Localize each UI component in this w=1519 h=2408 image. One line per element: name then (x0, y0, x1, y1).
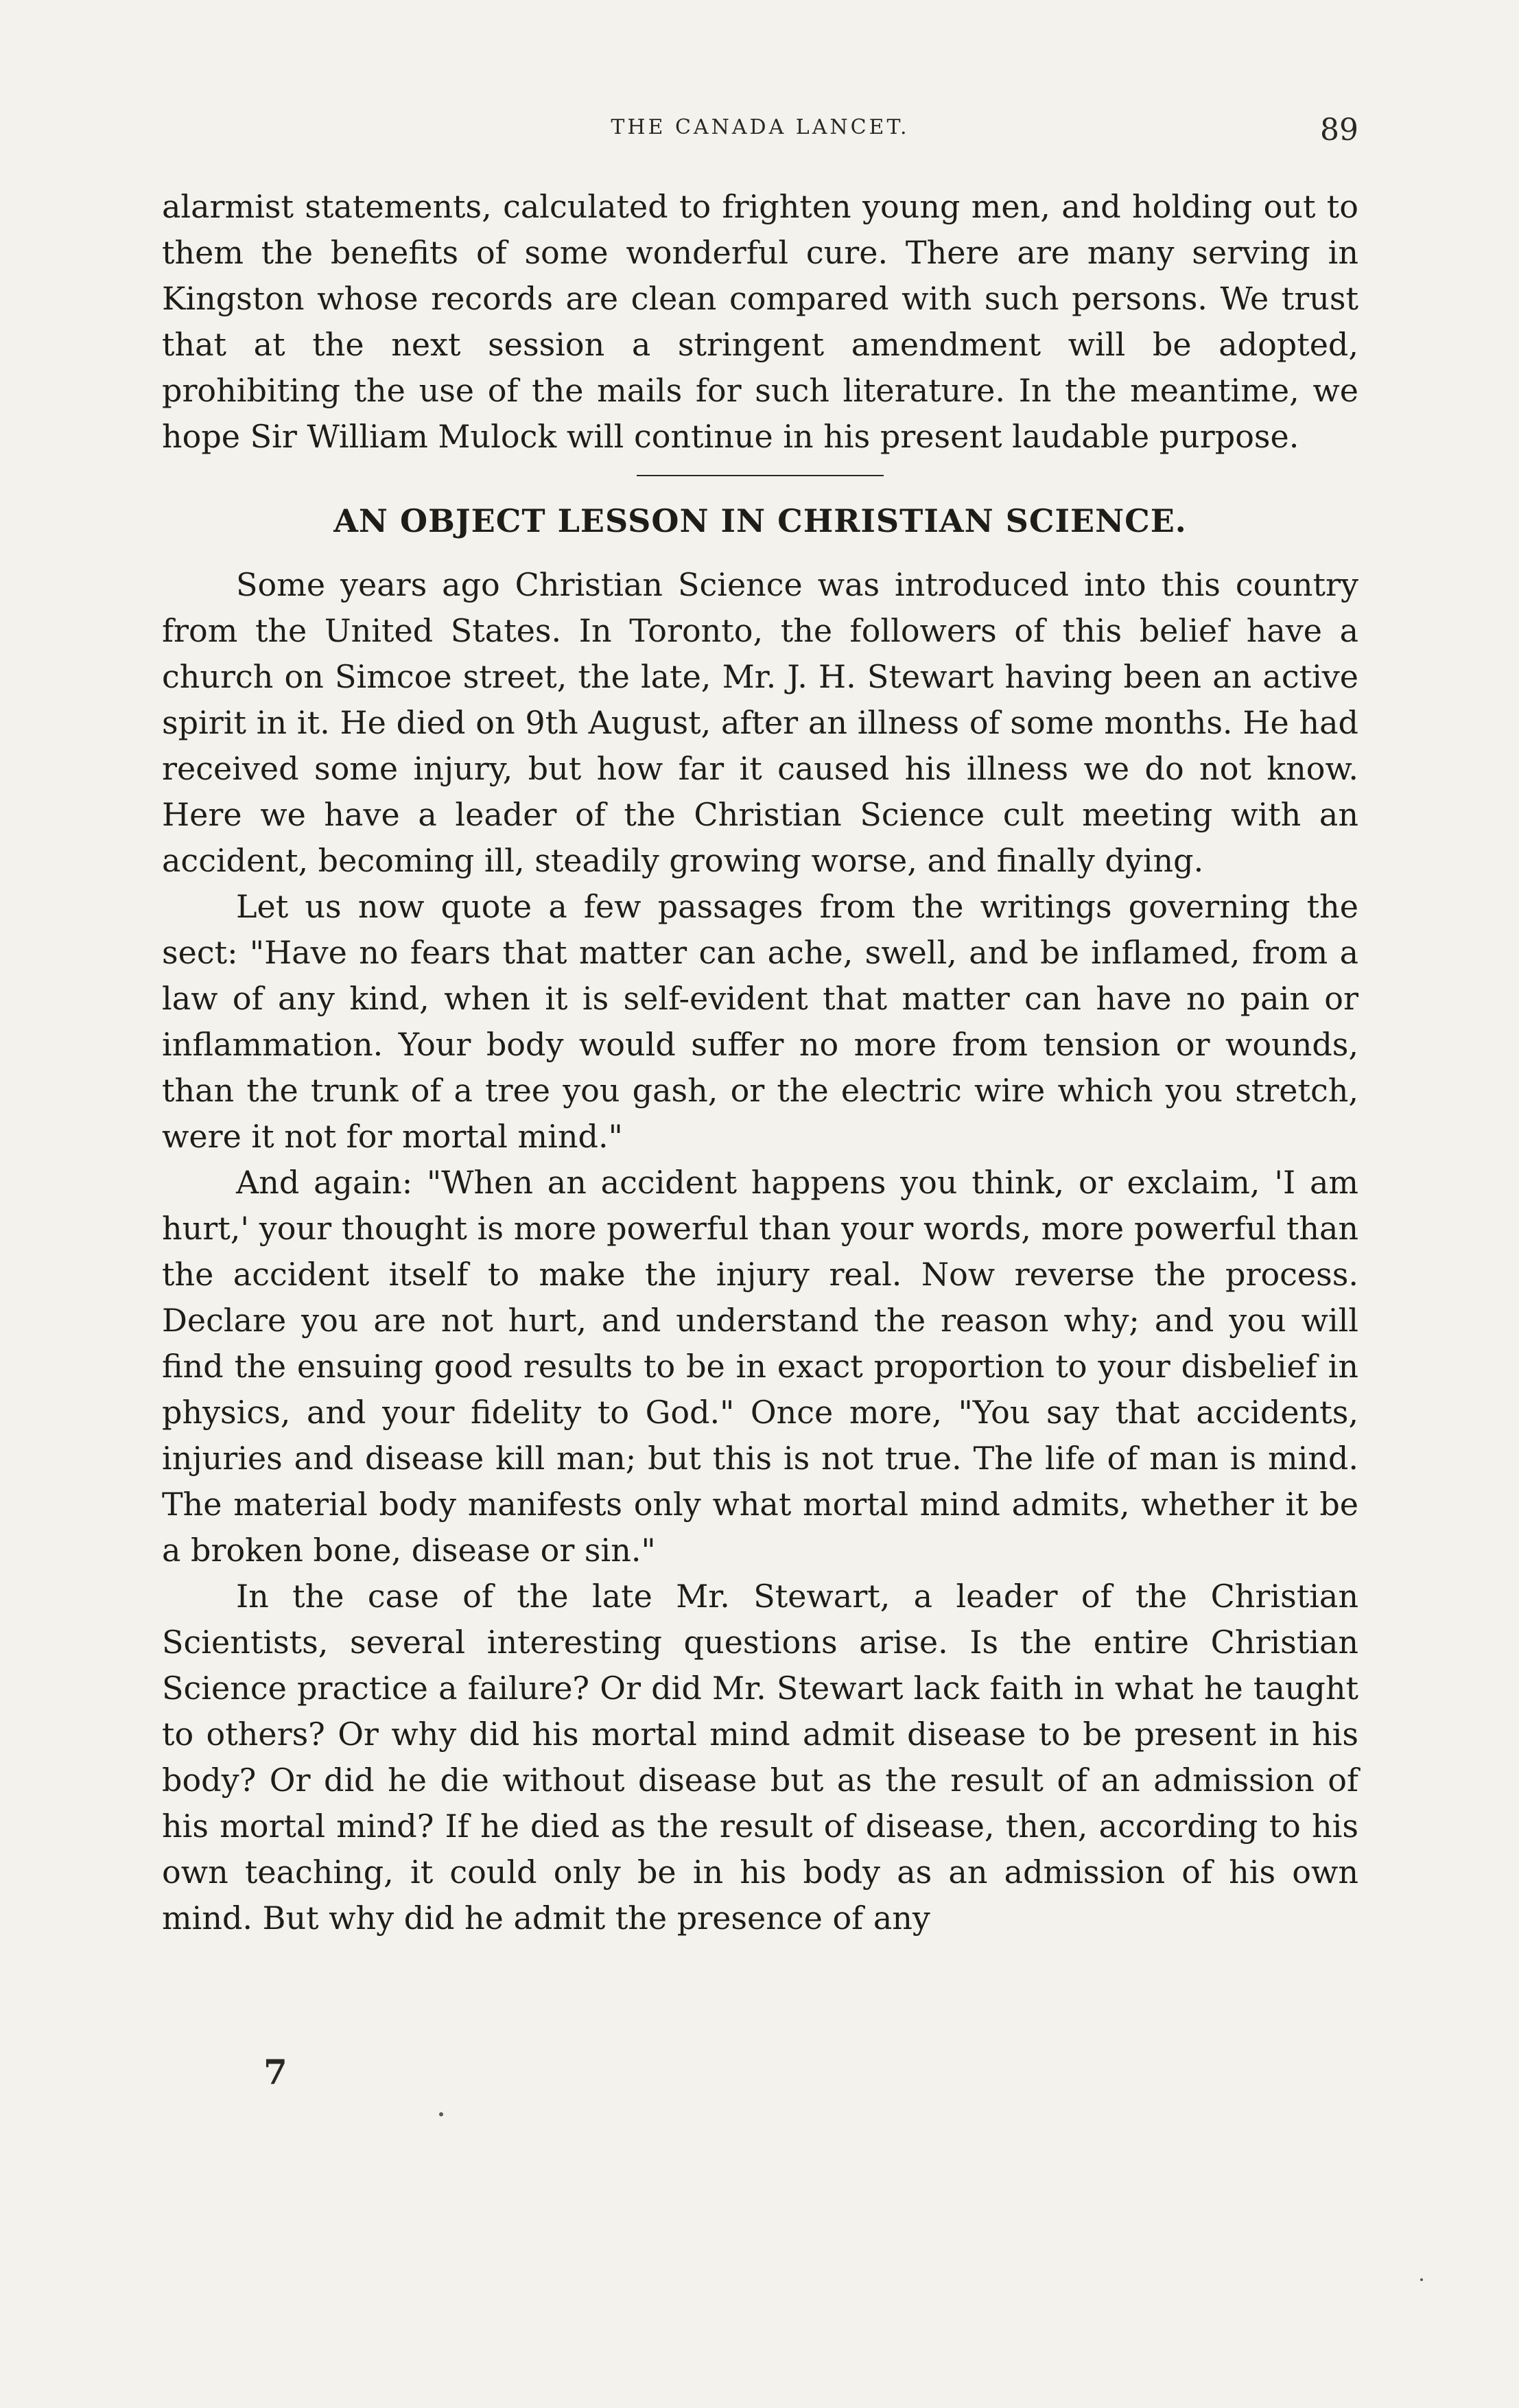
page-number: 89 (1320, 113, 1358, 148)
paragraph-3: And again: "When an accident happens you think, or exclaim, 'I am hurt,' your thought is more powerful than your words, more powerful than the accident itself to make the injury real. Now reverse the process. Declare you are not hurt, and understand the reason why; and you will find the ensuing good results to be in exact proportion to your disbelief in physics, and your fidelity to God." Once more, "You say that accidents, injuries and disease kill man; but this is not true. The life of man is mind. The material body manifests only what mortal mind admits, whether it be a broken bone, disease or sin." (162, 1164, 1358, 1569)
print-speck (439, 2112, 443, 2116)
section-divider (637, 475, 884, 476)
paragraph-2: Let us now quote a few passages from the writings governing the sect: "Have no fears that matter can ache, swell, and be inflamed, from a law of any kind, when it is self-evident that matter can have no pain or inflammation. Your body would suffer no more from tension or wounds, than the trunk of a tree you gash, or the electric wire which you stretch, were it not for mortal mind." (162, 888, 1358, 1155)
print-speck (1420, 2278, 1423, 2281)
signature-mark: 7 (263, 2052, 287, 2092)
paragraph-4: In the case of the late Mr. Stewart, a leader of the Christian Scientists, several interesting questions arise. Is the entire Christian Science practice a failure? Or did Mr. Stewart lack faith in what he taught to others? Or why did his mortal mind admit disease to be present in his body? Or did he die without disease but as the result of an admission of his mortal mind? If he died as the result of disease, then, according to his own teaching, it could only be in his body as an admission of his own mind. But why did he admit the presence of any (162, 1578, 1358, 1937)
intro-paragraph: alarmist statements, calculated to frighten young men, and holding out to them the benefits of some wonderful cure. There are many serving in Kingston whose records are clean compared with such persons. We trust that at the next session a stringent amendment will be adopted, prohibiting the use of the mails for such literature. In the meantime, we hope Sir William Mulock will continue in his present laudable purpose. (162, 188, 1358, 455)
page-header (162, 115, 1358, 156)
article-heading: AN OBJECT LESSON IN CHRISTIAN SCIENCE. (333, 502, 1187, 539)
running-title: THE CANADA LANCET. (611, 115, 910, 139)
paragraph-1: Some years ago Christian Science was introduced into this country from the United States. In Toronto, the followers of this belief have a church on Simcoe street, the late, Mr. J. H. Stewart having been an active spirit in it. He died on 9th August, after an illness of some months. He had received some injury, but how far it caused his illness we do not know. Here we have a leader of the Christian Science cult meeting with an accident, becoming ill, steadily growing worse, and finally dying. (162, 566, 1358, 879)
article-body (162, 184, 1358, 1941)
